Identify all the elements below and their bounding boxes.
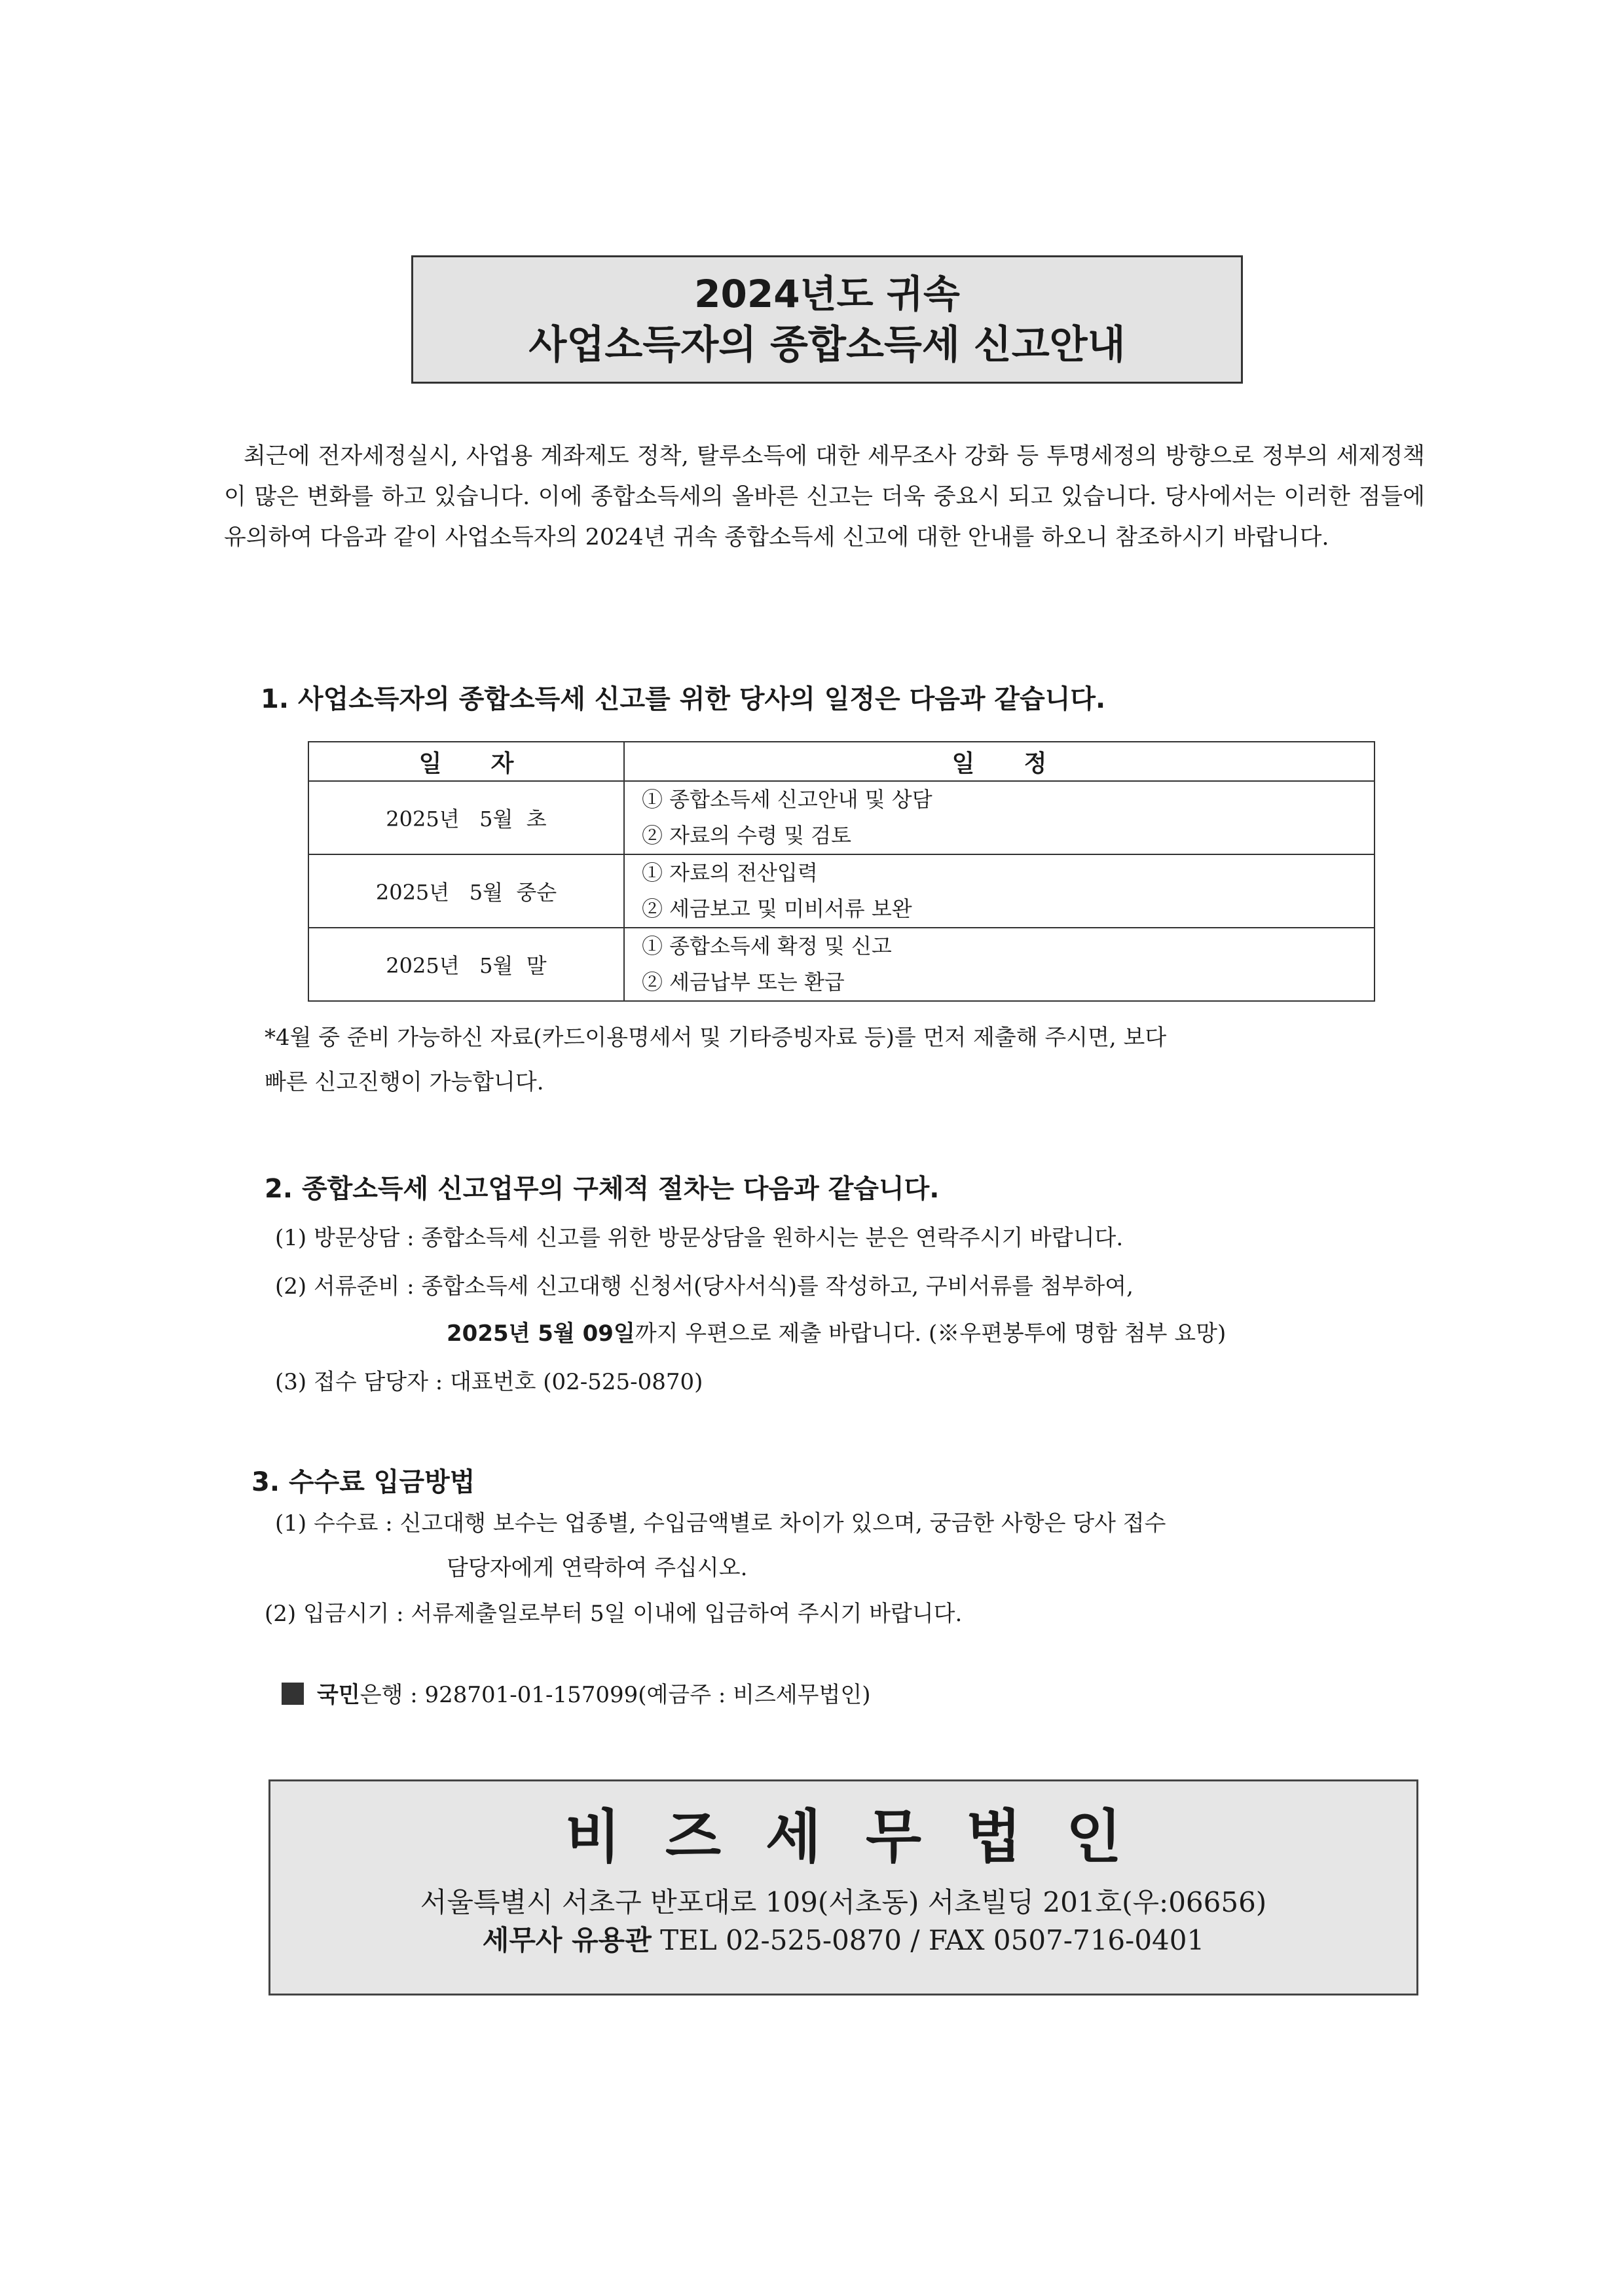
bank-account-line — [282, 1679, 870, 1711]
contact-numbers: TEL 02-525-0870 / FAX 0507-716-0401 — [651, 1924, 1205, 1956]
bank-name: 국민 — [317, 1682, 360, 1708]
firm-name: 비즈세무법인 — [564, 1803, 1167, 1870]
section-1-heading: 1. 사업소득자의 종합소득세 신고를 위한 당사의 일정은 다음과 같습니다. — [261, 684, 1106, 714]
submission-deadline: 2025년 5월 09일 — [447, 1321, 635, 1347]
plan-item: ② 자료의 수령 및 검토 — [642, 823, 851, 848]
footer-box — [268, 1779, 1418, 1995]
schedule-date: 2025년 5월 중순 — [308, 854, 624, 928]
schedule-table — [308, 741, 1375, 1002]
section-2-item-2-cont — [447, 1317, 1226, 1350]
title-line-2: 사업소득자의 종합소득세 신고안내 — [528, 322, 1126, 368]
schedule-note-line-2: 빠른 신고진행이 가능합니다. — [265, 1069, 544, 1095]
schedule-plan — [624, 854, 1375, 928]
section-3-item-2: (2) 입금시기 : 서류제출일로부터 5일 이내에 입금하여 주시기 바랍니다. — [265, 1601, 963, 1627]
plan-item: ② 세금납부 또는 환급 — [642, 970, 845, 994]
table-header-plan: 일 정 — [624, 742, 1375, 781]
schedule-plan — [624, 781, 1375, 854]
firm-address: 서울특별시 서초구 반포대로 109(서초동) 서초빌딩 201호(우:06656) — [420, 1886, 1267, 1918]
section-2-item-1: (1) 방문상담 : 종합소득세 신고를 위한 방문상담을 원하시는 분은 연락주시기 바랍니다. — [275, 1225, 1124, 1251]
section-3-item-1: (1) 수수료 : 신고대행 보수는 업종별, 수입금액별로 차이가 있으며, 궁금한 사항은 당사 접수 — [275, 1510, 1166, 1537]
plan-item: ① 종합소득세 신고안내 및 상담 — [642, 787, 932, 812]
title-box — [411, 255, 1243, 384]
table-header-date: 일 자 — [308, 742, 624, 781]
schedule-plan — [624, 928, 1375, 1001]
section-2-item-2: (2) 서류준비 : 종합소득세 신고대행 신청서(당사서식)를 작성하고, 구비서류를 첨부하여, — [275, 1273, 1134, 1300]
section-2-item-3: (3) 접수 담당자 : 대표번호 (02-525-0870) — [275, 1369, 703, 1395]
section-2-heading: 2. 종합소득세 신고업무의 구체적 절차는 다음과 같습니다. — [265, 1174, 940, 1204]
table-row — [308, 928, 1375, 1001]
schedule-date: 2025년 5월 말 — [308, 928, 624, 1001]
title-line-1: 2024년도 귀속 — [694, 272, 960, 316]
plan-item: ① 자료의 전산입력 — [642, 860, 818, 885]
intro-paragraph: 최근에 전자세정실시, 사업용 계좌제도 정착, 탈루소득에 대한 세무조사 강화 등 투명세정의 방향으로 정부의 세제정책이 많은 변화를 하고 있습니다. 이에 종합소득세의 올바른 신고는 더욱 중요시 되고 있습니다. 당사에서는 이러한 점들에 유의하여 다음과 같이 사업소득자의 2024년 귀속 종합소득세 신고에 대한 안내를 하오니 참조하시기 바랍니다. — [224, 443, 1425, 551]
plan-item: ② 세금보고 및 미비서류 보완 — [642, 896, 912, 921]
firm-contact — [270, 1922, 1416, 1959]
square-bullet-icon — [282, 1683, 304, 1705]
bank-account: 은행 : 928701-01-157099(예금주 : 비즈세무법인) — [360, 1682, 871, 1708]
table-row — [308, 781, 1375, 854]
submission-instructions: 까지 우편으로 제출 바랍니다. (※우편봉투에 명함 첨부 요망) — [635, 1321, 1227, 1347]
plan-item: ① 종합소득세 확정 및 신고 — [642, 934, 892, 958]
schedule-note-line-1: *4월 중 준비 가능하신 자료(카드이용명세서 및 기타증빙자료 등)를 먼저 제출해 주시면, 보다 — [265, 1025, 1167, 1051]
schedule-date: 2025년 5월 초 — [308, 781, 624, 854]
table-row — [308, 854, 1375, 928]
tax-accountant-name: 세무사 유용관 — [482, 1924, 652, 1956]
section-3-item-1-cont: 담당자에게 연락하여 주십시오. — [447, 1555, 748, 1581]
section-3-heading: 3. 수수료 입금방법 — [251, 1467, 475, 1497]
